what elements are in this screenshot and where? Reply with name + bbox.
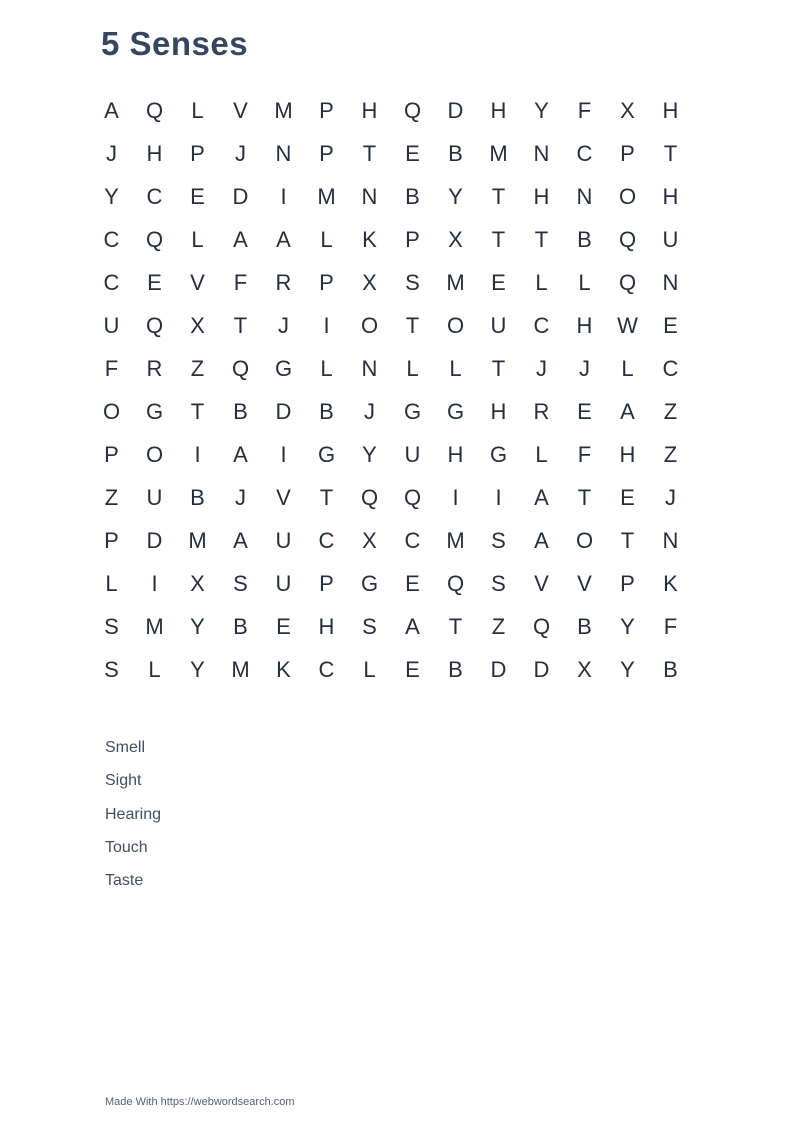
grid-letter[interactable]: T [233, 312, 248, 338]
grid-letter[interactable]: K [663, 570, 678, 596]
grid-letter[interactable]: L [535, 269, 548, 295]
grid-letter[interactable]: J [536, 355, 547, 381]
grid-letter[interactable]: C [103, 269, 120, 295]
grid-letter[interactable]: V [276, 484, 291, 510]
grid-letter[interactable]: J [278, 312, 289, 338]
grid-letter[interactable]: T [319, 484, 334, 510]
grid-letter[interactable]: S [104, 656, 119, 682]
grid-letter[interactable]: L [621, 355, 634, 381]
word-list-item: Hearing [105, 805, 162, 823]
grid-letter[interactable]: Y [620, 656, 635, 682]
grid-letter[interactable]: G [403, 398, 422, 424]
grid-letter[interactable]: J [665, 484, 676, 510]
grid-letter[interactable]: H [533, 183, 550, 209]
grid-letter[interactable]: L [105, 570, 118, 596]
grid-letter[interactable]: C [103, 226, 120, 252]
grid-letter[interactable]: G [489, 441, 508, 467]
grid-letter[interactable]: R [533, 398, 550, 424]
grid-letter[interactable]: I [194, 441, 201, 467]
grid-letter[interactable]: B [448, 656, 463, 682]
grid-letter[interactable]: E [405, 140, 420, 166]
grid-letter[interactable]: H [447, 441, 464, 467]
grid-letter[interactable]: S [405, 269, 420, 295]
grid-letter[interactable]: B [448, 140, 463, 166]
word-search-grid [90, 89, 692, 691]
grid-letter[interactable]: K [362, 226, 377, 252]
grid-letter[interactable]: X [577, 656, 592, 682]
grid-letter[interactable]: T [663, 140, 678, 166]
grid-letter[interactable]: R [146, 355, 163, 381]
grid-letter[interactable]: N [662, 527, 679, 553]
grid-letter[interactable]: B [319, 398, 334, 424]
grid-letter[interactable]: E [620, 484, 635, 510]
grid-letter[interactable]: O [446, 312, 465, 338]
grid-letter[interactable]: Q [145, 226, 164, 252]
word-list-item: Smell [105, 739, 146, 756]
grid-letter[interactable]: N [361, 183, 378, 209]
grid-letter[interactable]: S [104, 613, 119, 639]
grid-letter[interactable]: C [318, 527, 335, 553]
grid-letter[interactable]: X [190, 312, 205, 338]
grid-letter[interactable]: A [276, 226, 291, 252]
grid-letter[interactable]: U [275, 570, 292, 596]
grid-letter[interactable]: I [280, 441, 287, 467]
grid-letter[interactable]: L [191, 97, 204, 123]
grid-letter[interactable]: Q [360, 484, 379, 510]
grid-letter[interactable]: V [190, 269, 205, 295]
grid-letter[interactable]: T [362, 140, 377, 166]
grid-letter[interactable]: L [320, 355, 333, 381]
grid-letter[interactable]: H [318, 613, 335, 639]
grid-letter[interactable]: O [145, 441, 164, 467]
grid-letter[interactable]: S [491, 527, 506, 553]
grid-letter[interactable]: C [146, 183, 163, 209]
grid-letter[interactable]: E [405, 570, 420, 596]
grid-letter[interactable]: T [190, 398, 205, 424]
grid-letter[interactable]: G [317, 441, 336, 467]
grid-letter[interactable]: F [577, 97, 592, 123]
grid-letter[interactable]: Y [190, 613, 205, 639]
grid-letter[interactable]: X [362, 527, 377, 553]
grid-letter[interactable]: Y [534, 97, 549, 123]
grid-letter[interactable]: S [491, 570, 506, 596]
grid-letter[interactable]: M [188, 527, 207, 553]
grid-letter[interactable]: M [446, 269, 465, 295]
grid-letter[interactable]: A [534, 484, 549, 510]
grid-letter[interactable]: L [578, 269, 591, 295]
grid-letter[interactable]: D [533, 656, 550, 682]
grid-letter[interactable]: H [662, 183, 679, 209]
grid-letter[interactable]: Q [145, 97, 164, 123]
grid-letter[interactable]: L [535, 441, 548, 467]
grid-letter[interactable]: L [320, 226, 333, 252]
grid-letter[interactable]: Z [663, 398, 678, 424]
grid-letter[interactable]: G [446, 398, 465, 424]
grid-letter[interactable]: P [319, 140, 334, 166]
grid-letter[interactable]: Q [532, 613, 551, 639]
grid-letter[interactable]: U [275, 527, 292, 553]
grid-letter[interactable]: B [190, 484, 205, 510]
grid-letter[interactable]: P [405, 226, 420, 252]
credit-text: Made With https://webwordsearch.com [105, 1096, 295, 1108]
grid-letter[interactable]: Y [448, 183, 463, 209]
grid-letter[interactable]: C [404, 527, 421, 553]
grid-letter[interactable]: O [618, 183, 637, 209]
grid-letter[interactable]: B [233, 613, 248, 639]
grid-letter[interactable]: B [663, 656, 678, 682]
grid-letter[interactable]: U [103, 312, 120, 338]
grid-letter[interactable]: Q [403, 484, 422, 510]
grid-letter[interactable]: H [619, 441, 636, 467]
grid-letter[interactable]: Y [190, 656, 205, 682]
grid-letter[interactable]: A [534, 527, 549, 553]
grid-letter[interactable]: P [190, 140, 205, 166]
word-list-item: Taste [105, 872, 144, 889]
grid-letter[interactable]: D [146, 527, 163, 553]
grid-letter[interactable]: G [360, 570, 379, 596]
grid-letter[interactable]: L [191, 226, 204, 252]
grid-letter[interactable]: E [405, 656, 420, 682]
grid-letter[interactable]: T [491, 226, 506, 252]
grid-letter[interactable]: A [104, 97, 119, 123]
grid-letter[interactable]: M [274, 97, 293, 123]
grid-letter[interactable]: H [490, 97, 507, 123]
grid-letter[interactable]: I [151, 570, 158, 596]
grid-letter[interactable]: B [405, 183, 420, 209]
grid-letter[interactable]: F [233, 269, 248, 295]
grid-letter[interactable]: Z [491, 613, 506, 639]
grid-letter[interactable]: E [663, 312, 678, 338]
grid-letter[interactable]: I [452, 484, 459, 510]
grid-letter[interactable]: J [579, 355, 590, 381]
grid-letter[interactable]: Q [618, 226, 637, 252]
grid-letter[interactable]: C [533, 312, 550, 338]
grid-letter[interactable]: N [361, 355, 378, 381]
grid-letter[interactable]: Y [620, 613, 635, 639]
grid-letter[interactable]: L [449, 355, 462, 381]
grid-letter[interactable]: A [233, 527, 248, 553]
grid-letter[interactable]: U [662, 226, 679, 252]
grid-letter[interactable]: M [317, 183, 336, 209]
grid-letter[interactable]: I [495, 484, 502, 510]
grid-letter[interactable]: M [489, 140, 508, 166]
grid-letter[interactable]: M [231, 656, 250, 682]
grid-letter[interactable]: U [404, 441, 421, 467]
grid-letter[interactable]: E [276, 613, 291, 639]
grid-letter[interactable]: P [620, 570, 635, 596]
grid-letter[interactable]: X [620, 97, 635, 123]
grid-letter[interactable]: J [235, 484, 246, 510]
grid-letter[interactable]: I [280, 183, 287, 209]
grid-letter[interactable]: P [104, 441, 119, 467]
grid-letter[interactable]: D [232, 183, 249, 209]
grid-letter[interactable]: D [447, 97, 464, 123]
grid-letter[interactable]: B [233, 398, 248, 424]
grid-letter[interactable]: T [491, 355, 506, 381]
grid-letter[interactable]: O [102, 398, 121, 424]
grid-letter[interactable]: N [576, 183, 593, 209]
grid-letter[interactable]: T [405, 312, 420, 338]
grid-letter[interactable]: K [276, 656, 291, 682]
grid-letter[interactable]: Y [104, 183, 119, 209]
grid-letter[interactable]: P [319, 269, 334, 295]
grid-letter[interactable]: D [275, 398, 292, 424]
grid-letter[interactable]: I [323, 312, 330, 338]
grid-letter[interactable]: S [362, 613, 377, 639]
grid-letter[interactable]: T [448, 613, 463, 639]
grid-letter[interactable]: N [533, 140, 550, 166]
grid-letter[interactable]: Y [362, 441, 377, 467]
grid-letter[interactable]: T [577, 484, 592, 510]
word-list [105, 731, 161, 897]
grid-letter[interactable]: R [275, 269, 292, 295]
grid-letter[interactable]: A [233, 226, 248, 252]
grid-letter[interactable]: L [363, 656, 376, 682]
grid-letter[interactable]: N [662, 269, 679, 295]
grid-letter[interactable]: E [491, 269, 506, 295]
word-list-item: Touch [105, 838, 148, 856]
grid-letter[interactable]: Q [231, 355, 250, 381]
grid-letter[interactable]: L [148, 656, 161, 682]
grid-letter[interactable]: G [274, 355, 293, 381]
page-title: 5 Senses [101, 25, 249, 62]
grid-letter[interactable]: P [104, 527, 119, 553]
grid-letter[interactable]: H [662, 97, 679, 123]
grid-letter[interactable]: H [576, 312, 593, 338]
grid-letter[interactable]: C [576, 140, 593, 166]
grid-letter[interactable]: F [663, 613, 678, 639]
grid-letter[interactable]: J [364, 398, 375, 424]
grid-letter[interactable]: O [575, 527, 594, 553]
grid-letter[interactable]: T [620, 527, 635, 553]
grid-letter[interactable]: S [233, 570, 248, 596]
grid-letter[interactable]: U [146, 484, 163, 510]
grid-letter[interactable]: M [145, 613, 164, 639]
grid-letter[interactable]: P [620, 140, 635, 166]
grid-letter[interactable]: Q [446, 570, 465, 596]
grid-letter[interactable]: X [448, 226, 463, 252]
grid-letter[interactable]: P [319, 97, 334, 123]
grid-letter[interactable]: N [275, 140, 292, 166]
grid-letter[interactable]: U [490, 312, 507, 338]
grid-letter[interactable]: F [104, 355, 119, 381]
grid-letter[interactable]: J [235, 140, 246, 166]
grid-letter[interactable]: C [318, 656, 335, 682]
grid-letter[interactable]: Z [104, 484, 119, 510]
grid-letter[interactable]: V [534, 570, 549, 596]
grid-letter[interactable]: J [106, 140, 117, 166]
grid-letter[interactable]: T [534, 226, 549, 252]
grid-letter[interactable]: C [662, 355, 679, 381]
grid-letter[interactable]: H [490, 398, 507, 424]
grid-letter[interactable]: T [491, 183, 506, 209]
grid-letter[interactable]: M [446, 527, 465, 553]
grid-letter[interactable]: B [577, 613, 592, 639]
grid-letter[interactable]: A [405, 613, 420, 639]
grid-letter[interactable]: Q [618, 269, 637, 295]
grid-letter[interactable]: V [577, 570, 592, 596]
grid-letter[interactable]: G [145, 398, 164, 424]
grid-letter[interactable]: D [490, 656, 507, 682]
grid-letter[interactable]: V [233, 97, 248, 123]
grid-letter[interactable]: Q [145, 312, 164, 338]
grid-letter[interactable]: H [361, 97, 378, 123]
grid-letter[interactable]: B [577, 226, 592, 252]
grid-letter[interactable]: E [190, 183, 205, 209]
grid-letter[interactable]: A [233, 441, 248, 467]
grid-letter[interactable]: W [617, 312, 638, 338]
grid-letter[interactable]: F [577, 441, 592, 467]
grid-letter[interactable]: Z [663, 441, 678, 467]
word-list-item: Sight [105, 772, 142, 790]
grid-letter[interactable]: X [190, 570, 205, 596]
grid-letter[interactable]: E [147, 269, 162, 295]
grid-letter[interactable]: A [620, 398, 635, 424]
grid-letter[interactable]: X [362, 269, 377, 295]
grid-letter[interactable]: H [146, 140, 163, 166]
grid-letter[interactable]: O [360, 312, 379, 338]
grid-letter[interactable]: L [406, 355, 419, 381]
grid-letter[interactable]: Z [190, 355, 205, 381]
grid-letter[interactable]: Q [403, 97, 422, 123]
grid-letter[interactable]: E [577, 398, 592, 424]
grid-letter[interactable]: P [319, 570, 334, 596]
